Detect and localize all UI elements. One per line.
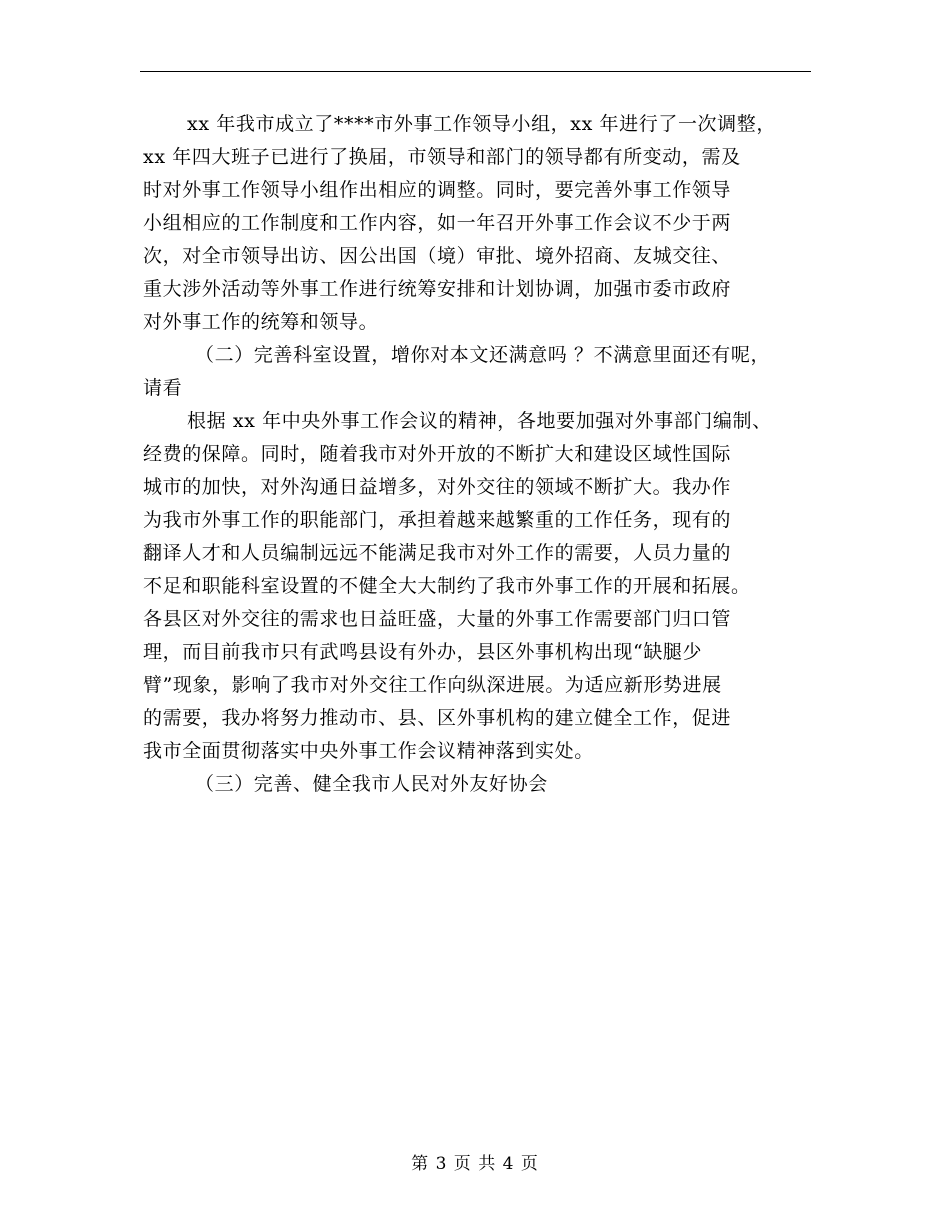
paragraph-line: 我市全面贯彻落实中央外事工作会议精神落到实处。 xyxy=(143,740,594,762)
paragraph-line: xx 年四大班子已进行了换届，市领导和部门的领导都有所变动，需及 xyxy=(143,146,741,168)
paragraph-line: 经费的保障。同时，随着我市对外开放的不断扩大和建设区域性国际 xyxy=(143,443,732,465)
page-footer xyxy=(0,1152,950,1176)
paragraph-line: 城市的加快，对外沟通日益增多，对外交往的领域不断扩大。我办作 xyxy=(143,476,732,498)
page-number-label: 第 3 页 共 4 页 xyxy=(411,1154,539,1174)
paragraph-line: 根据 xx 年中央外事工作会议的精神，各地要加强对外事部门编制、 xyxy=(187,410,772,432)
section-heading-3: （三）完善、健全我市人民对外友好协会 xyxy=(195,773,548,795)
paragraph-line: 请看 xyxy=(143,377,183,399)
section-heading-2: （二）完善科室设置，增你对本文还满意吗 ？不满意里面还有呢， xyxy=(195,344,771,366)
paragraph-line: xx 年我市成立了****市外事工作领导小组，xx 年进行了一次调整， xyxy=(187,113,776,135)
paragraph-line: 理，而目前我市只有武鸣县设有外办，县区外事机构出现“缺腿少 xyxy=(143,641,703,663)
paragraph-line: 翻译人才和人员编制远远不能满足我市对外工作的需要，人员力量的 xyxy=(143,542,732,564)
document-body xyxy=(143,108,823,801)
paragraph-line: 为我市外事工作的职能部门，承担着越来越繁重的工作任务，现有的 xyxy=(143,509,732,531)
paragraph-line: 次，对全市领导出访、因公出国（境）审批、境外招商、友城交往、 xyxy=(143,245,732,267)
paragraph-line: 时对外事工作领导小组作出相应的调整。同时，要完善外事工作领导 xyxy=(143,179,732,201)
header-rule xyxy=(140,71,811,72)
paragraph-line: 各县区对外交往的需求也日益旺盛，大量的外事工作需要部门归口管 xyxy=(143,608,732,630)
paragraph-line: 臂”现象，影响了我市对外交往工作向纵深进展。为适应新形势进展 xyxy=(143,674,722,696)
paragraph-line: 的需要，我办将努力推动市、县、区外事机构的建立健全工作，促进 xyxy=(143,707,732,729)
paragraph-line: 重大涉外活动等外事工作进行统筹安排和计划协调，加强市委市政府 xyxy=(143,278,732,300)
paragraph-line: 小组相应的工作制度和工作内容，如一年召开外事工作会议不少于两 xyxy=(143,212,732,234)
paragraph-line: 对外事工作的统筹和领导。 xyxy=(143,311,379,333)
paragraph-line: 不足和职能科室设置的不健全大大制约了我市外事工作的开展和拓展。 xyxy=(143,575,751,597)
